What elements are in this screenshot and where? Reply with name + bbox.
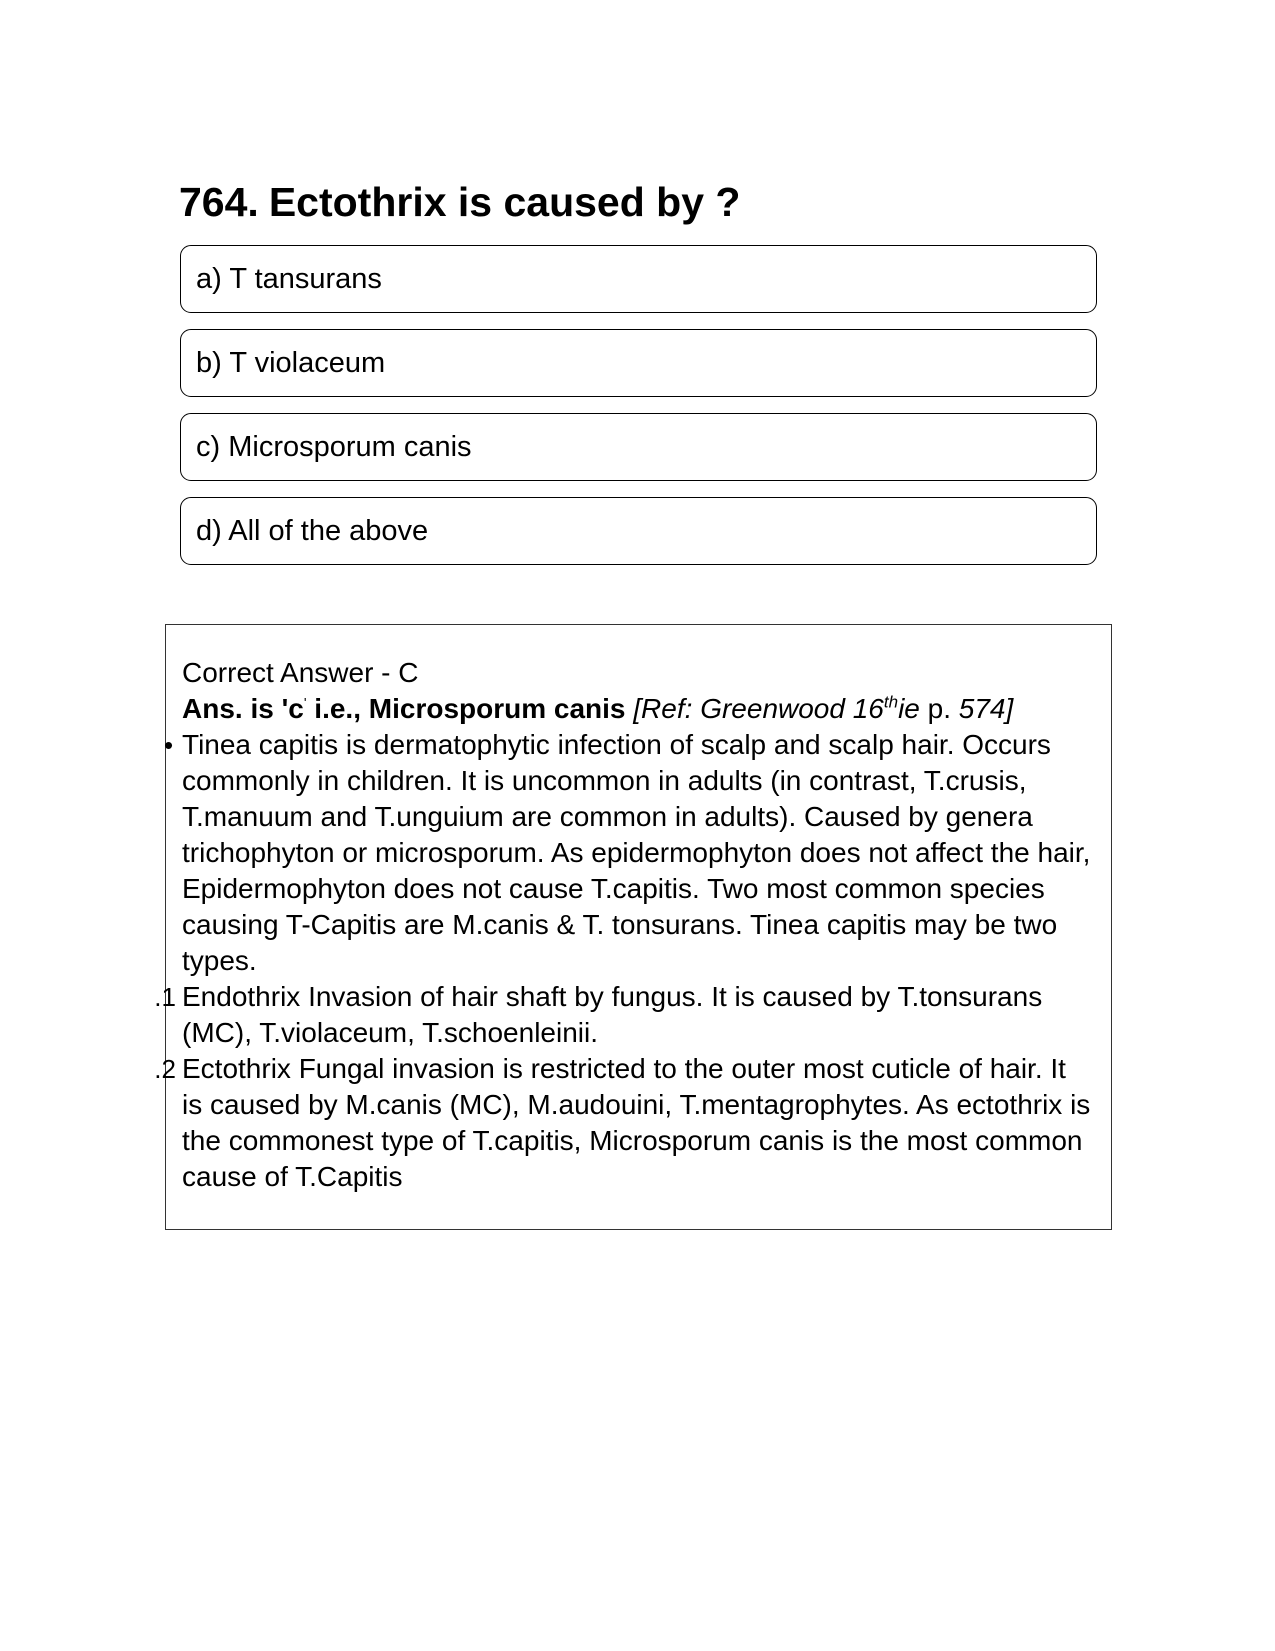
- list-marker-2: 2.: [154, 1054, 176, 1084]
- reference-superscript: th: [883, 692, 899, 712]
- option-a[interactable]: a) T tansurans: [180, 245, 1097, 313]
- list-marker-1: 1.: [154, 982, 176, 1012]
- explanation-text-1: Tinea capitis is dermatophytic infection of scalp and scalp hair. Occurs commonly in children. It is uncommon in adults (in contrast, T.crusis, T.manuum and T.unguium are common in adults). Caused by genera trichophyton or microsporum. As epidermophyton does not affect the hair, Epidermophyton does not cause T.capitis. Two most common species causing T-Capitis are M.canis & T. tonsurans. Tinea capitis may be two types.: [182, 729, 1091, 976]
- answer-text: [154, 655, 1092, 1195]
- explanation-paragraph-1: [164, 727, 1092, 979]
- explanation-paragraph-2: [154, 979, 1092, 1051]
- explanation-paragraph-3: [154, 1051, 1092, 1195]
- question-title: [179, 176, 740, 228]
- option-d[interactable]: d) All of the above: [180, 497, 1097, 565]
- option-c[interactable]: c) Microsporum canis: [180, 413, 1097, 481]
- bullet-marker: •: [164, 730, 174, 760]
- answer-explanation-box: [154, 624, 1112, 1230]
- reference-page-abbrev: p.: [919, 693, 951, 724]
- question-text: Ectothrix is caused by ?: [268, 179, 741, 225]
- answer-tick: ': [303, 694, 307, 711]
- explanation-text-3: Ectothrix Fungal invasion is restricted to the outer most cuticle of hair. It is caused by M.canis (MC), M.audouini, T.mentagrophytes. As ectothrix is the commonest type of T.capitis, Microsporum canis is the most common cause of T.Capitis: [182, 1053, 1091, 1192]
- explanation-text-2: Endothrix Invasion of hair shaft by fungus. It is caused by T.tonsurans (MC), T.violaceum, T.schoenleinii.: [182, 981, 1043, 1048]
- reference-ie: ie: [898, 693, 920, 724]
- question-number: 764.: [179, 179, 259, 225]
- answer-summary-line: [182, 691, 1092, 727]
- option-b[interactable]: b) T violaceum: [180, 329, 1097, 397]
- answer-bold: Ans. is 'c: [182, 693, 304, 724]
- reference-page: 574]: [951, 693, 1014, 724]
- correct-answer-label: Correct Answer - C: [182, 657, 419, 688]
- reference-prefix: [Ref: Greenwood 16: [625, 693, 884, 724]
- options-list: [180, 245, 1097, 581]
- answer-bold-rest: i.e., Microsporum canis: [306, 693, 626, 724]
